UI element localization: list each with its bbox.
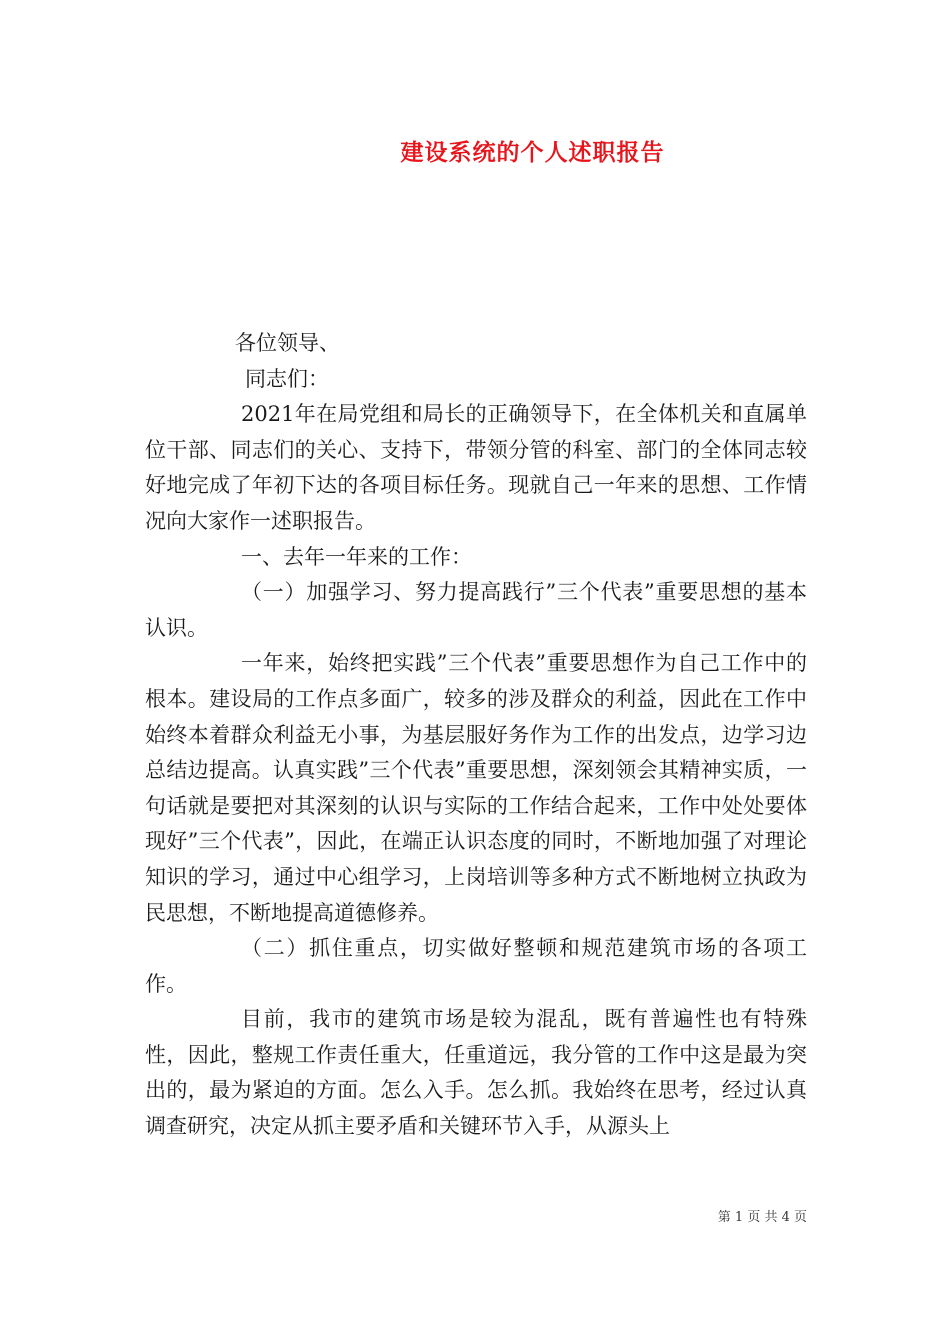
section-heading-1: 一、去年一年来的工作： bbox=[241, 544, 472, 569]
document-body bbox=[145, 326, 807, 1145]
paragraph-intro: 2021年在局党组和局长的正确领导下，在全体机关和直属单位干部、同志们的关心、支持下，带领分管的科室、部门的全体同志较好地完成了年初下达的各项目标任务。现就自己一年来的思想、工作情况向大家作一述职报告。 bbox=[145, 402, 807, 533]
page-number: 第 1 页 共 4 页 bbox=[717, 1210, 807, 1225]
salutation-comrades: 同志们： bbox=[245, 366, 329, 391]
document-title: 建设系统的个人述职报告 bbox=[400, 139, 665, 166]
paragraph-study: 一年来，始终把实践”三个代表”重要思想作为自己工作中的根本。建设局的工作点多面广，较多的涉及群众的利益，因此在工作中始终本着群众利益无小事，为基层服好务作为工作的出发点，边学习边总结边提高。认真实践”三个代表”重要思想，深刻领会其精神实质，一句话就是要把对其深刻的认识与实际的工作结合起来，工作中处处要体现好”三个代表”，因此，在端正认识态度的同时，不断地加强了对理论知识的学习，通过中心组学习，上岗培训等多种方式不断地树立执政为民思想，不断地提高道德修养。 bbox=[145, 651, 807, 925]
paragraph-market: 目前，我市的建筑市场是较为混乱，既有普遍性也有特殊性，因此，整规工作责任重大，任重道远，我分管的工作中这是最为突出的，最为紧迫的方面。怎么入手。怎么抓。我始终在思考，经过认真调查研究，决定从抓主要矛盾和关键环节入手，从源头上 bbox=[145, 1007, 807, 1139]
subsection-heading-2: （二）抓住重点，切实做好整顿和规范建筑市场的各项工作。 bbox=[145, 936, 807, 996]
subsection-heading-1: （一）加强学习、努力提高践行”三个代表”重要思想的基本认识。 bbox=[145, 580, 807, 640]
salutation-leaders: 各位领导、 bbox=[235, 331, 340, 355]
